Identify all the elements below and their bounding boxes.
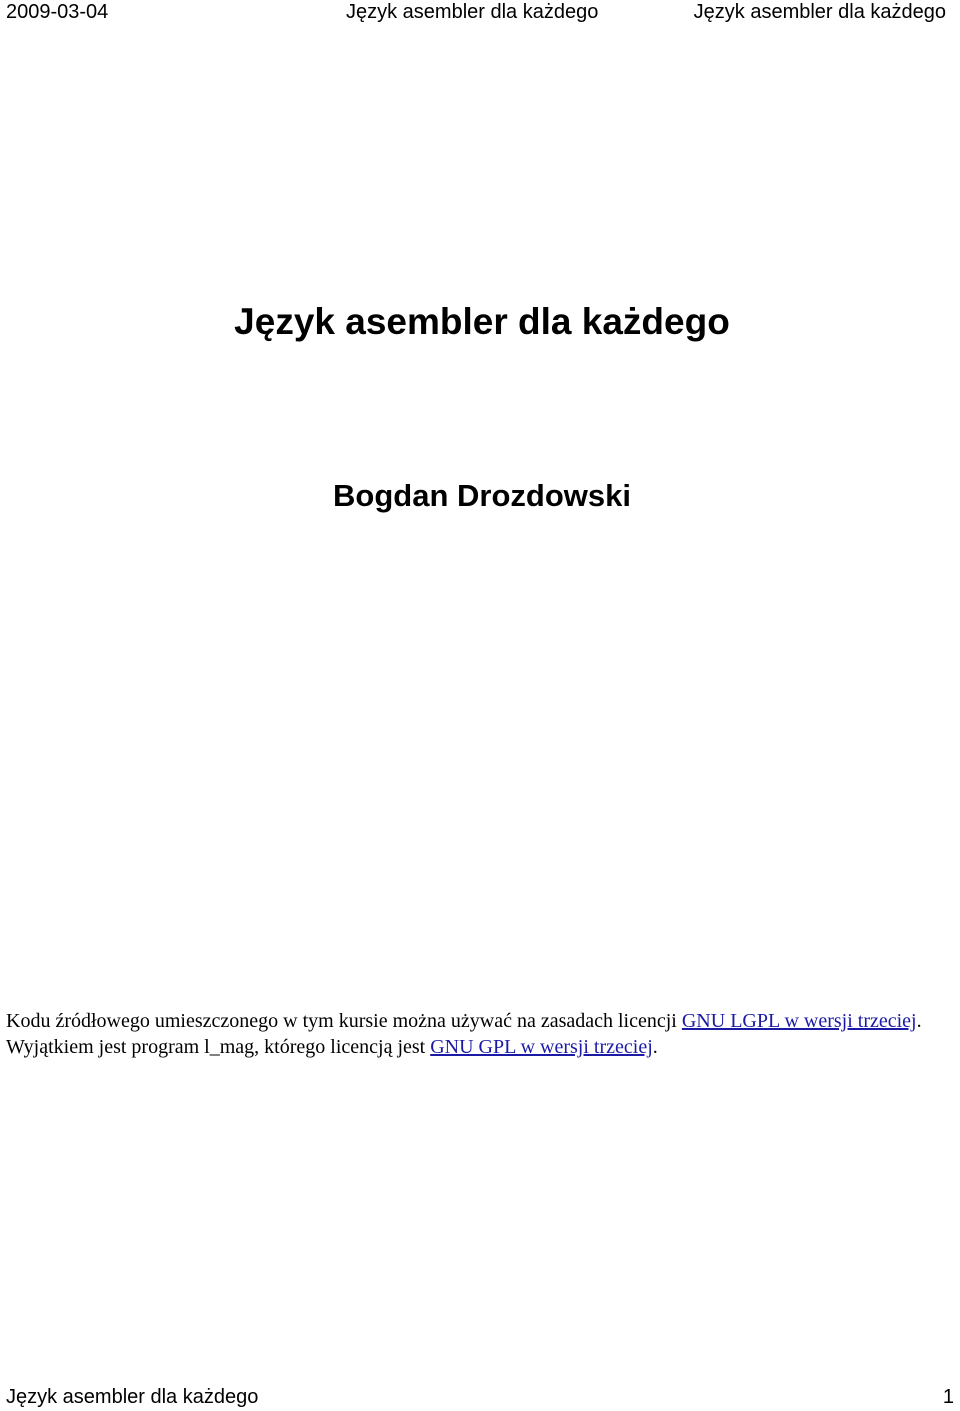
license-text-1: Kodu źródłowego umieszczonego w tym kursie można używać na zasadach licencji [6, 1010, 682, 1032]
page-footer [0, 1384, 960, 1411]
license-paragraph [6, 1008, 941, 1060]
license-text-2: . Wyjątkiem jest program l_mag, którego licencją jest [6, 1010, 922, 1058]
header-date: 2009-03-04 [6, 1, 109, 23]
gnu-gpl-link[interactable]: GNU GPL w wersji trzeciej [430, 1036, 653, 1058]
gnu-lgpl-link[interactable]: GNU LGPL w wersji trzeciej [681, 1010, 917, 1032]
document-title: Język asembler dla każdego [234, 301, 730, 342]
page-header [0, 0, 960, 26]
page-number: 1 [942, 1386, 954, 1408]
footer-title: Język asembler dla każdego [6, 1386, 259, 1408]
document-author: Bogdan Drozdowski [333, 478, 631, 513]
header-right-title: Język asembler dla każdego [693, 1, 946, 23]
header-center-title: Język asembler dla każdego [346, 1, 599, 23]
license-text-3: . [652, 1036, 658, 1058]
